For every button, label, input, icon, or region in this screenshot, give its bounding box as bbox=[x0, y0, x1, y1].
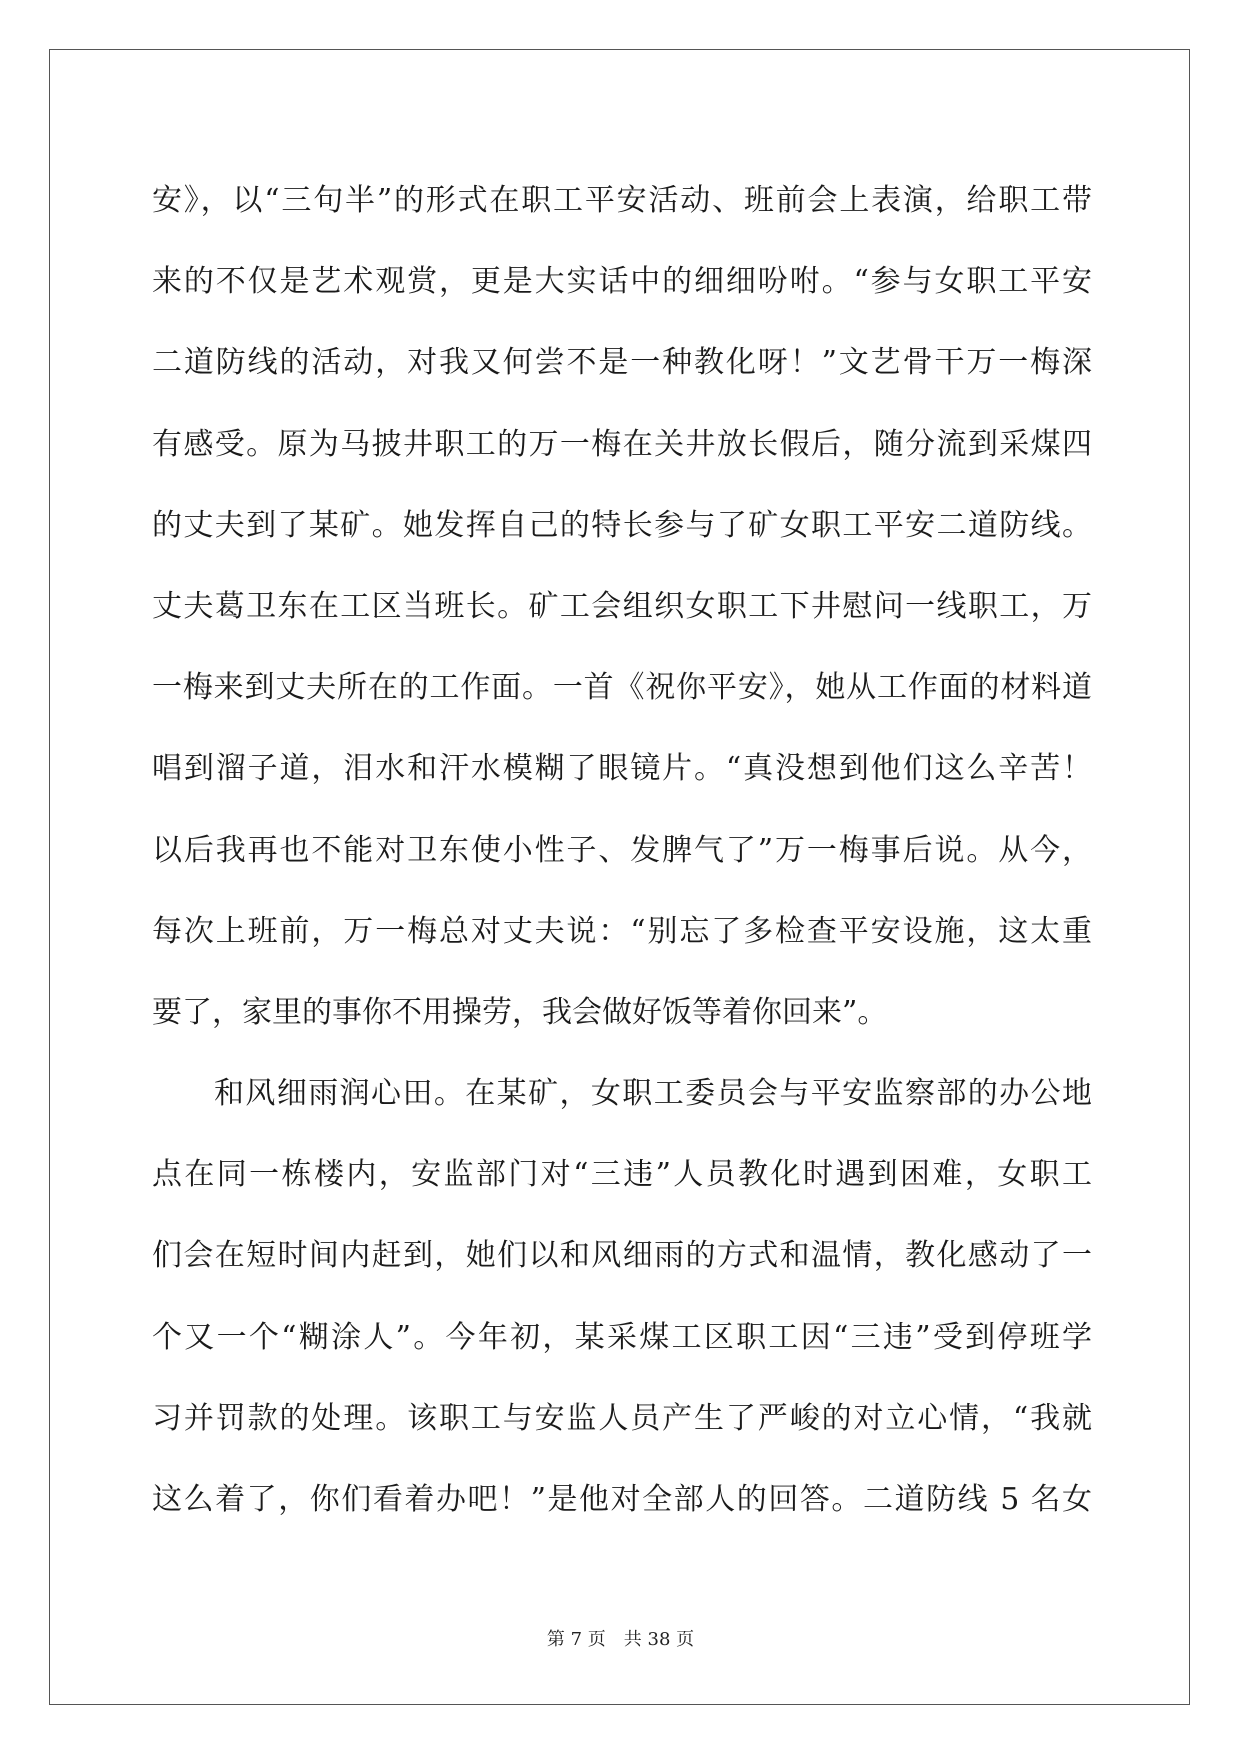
text-line: 们会在短时间内赶到，她们以和风细雨的方式和温情，教化感动了一 bbox=[152, 1238, 1092, 1274]
text-line: 个又一个“糊涂人”。今年初，某采煤工区职工因“三违”受到停班学 bbox=[152, 1319, 1092, 1355]
page-number-footer: 第 7 页 共 38 页 bbox=[546, 1629, 695, 1650]
text-line: 一梅来到丈夫所在的工作面。一首《祝你平安》，她从工作面的材料道 bbox=[152, 670, 1092, 706]
text-line: 唱到溜子道，泪水和汗水模糊了眼镜片。“真没想到他们这么辛苦！ bbox=[152, 751, 1092, 787]
text-line: 丈夫葛卫东在工区当班长。矿工会组织女职工下井慰问一线职工，万 bbox=[152, 588, 1092, 624]
text-line: 以后我再也不能对卫东使小性子、发脾气了”万一梅事后说。从今， bbox=[152, 832, 1092, 868]
text-line: 安》，以“三句半”的形式在职工平安活动、班前会上表演，给职工带 bbox=[152, 183, 1092, 218]
text-line: 这么着了，你们看着办吧！”是他对全部人的回答。二道防线 5 名女 bbox=[152, 1482, 1092, 1517]
paragraph-first-line: 和风细雨润心田。在某矿，女职工委员会与平安监察部的办公地 bbox=[214, 1076, 1092, 1112]
text-line: 点在同一栋楼内，安监部门对“三违”人员教化时遇到困难，女职工 bbox=[152, 1157, 1092, 1193]
text-line: 来的不仅是艺术观赏，更是大实话中的细细吩咐。“参与女职工平安 bbox=[152, 264, 1092, 300]
text-line: 二道防线的活动，对我又何尝不是一种教化呀！”文艺骨干万一梅深 bbox=[152, 345, 1092, 381]
text-line: 习并罚款的处理。该职工与安监人员产生了严峻的对立心情，“我就 bbox=[152, 1400, 1092, 1436]
document-body bbox=[152, 160, 1092, 1540]
text-line: 每次上班前，万一梅总对丈夫说：“别忘了多检查平安设施，这太重 bbox=[152, 913, 1092, 949]
text-line: 的丈夫到了某矿。她发挥自己的特长参与了矿女职工平安二道防线。 bbox=[152, 507, 1092, 543]
text-line: 有感受。原为马披井职工的万一梅在关井放长假后，随分流到采煤四 bbox=[152, 426, 1092, 462]
paragraph-end-line: 要了，家里的事你不用操劳，我会做好饭等着你回来”。 bbox=[152, 994, 888, 1030]
